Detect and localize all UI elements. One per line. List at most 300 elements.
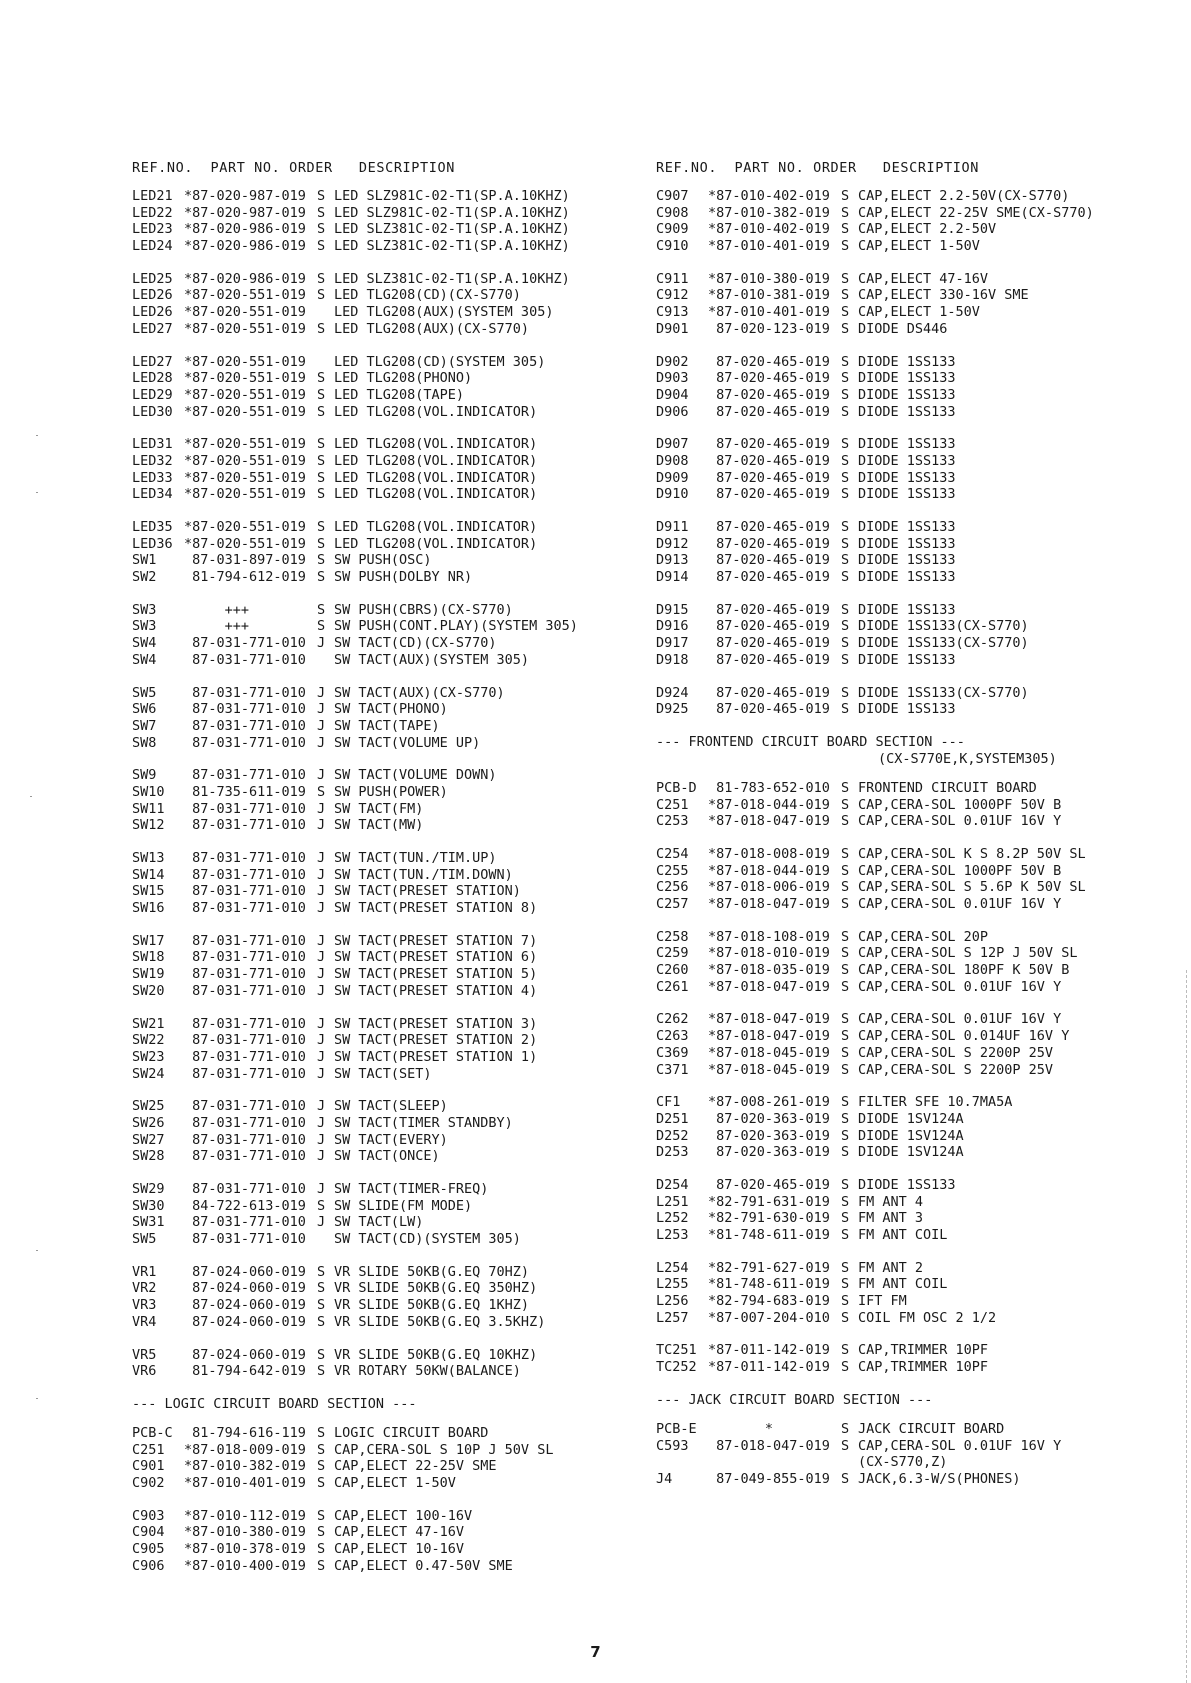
description: SW TACT(TUN./TIM.DOWN) xyxy=(334,866,513,883)
order-code: J xyxy=(317,1148,326,1165)
order-code: S xyxy=(317,320,326,337)
order-code: S xyxy=(317,1474,326,1491)
part-no: 87-020-465-019 xyxy=(708,436,830,453)
parts-row xyxy=(132,1231,652,1248)
description: (CX-S770,Z) xyxy=(858,1454,948,1471)
ref-no: C261 xyxy=(656,978,689,995)
part-no: *87-020-551-019 xyxy=(184,519,306,535)
ref-no: D911 xyxy=(656,519,689,535)
parts-row xyxy=(656,1260,1176,1277)
part-no: 87-031-771-010 xyxy=(184,1032,306,1049)
order-code: S xyxy=(841,1044,850,1061)
part-no: * xyxy=(708,1420,774,1437)
description: DIODE 1SS133 xyxy=(858,486,956,503)
ref-no: SW11 xyxy=(132,800,165,817)
description: SW PUSH(POWER) xyxy=(334,783,448,800)
parts-row xyxy=(656,354,1176,371)
parts-row xyxy=(656,486,1176,503)
order-code: S xyxy=(841,1011,850,1028)
ref-no: SW10 xyxy=(132,783,165,800)
parts-group xyxy=(656,188,1176,255)
part-no: *87-018-006-019 xyxy=(708,879,830,896)
parts-group xyxy=(132,354,652,421)
parts-row xyxy=(656,271,1176,288)
order-code: S xyxy=(841,1342,850,1359)
ref-no: SW3 xyxy=(132,618,157,635)
parts-row xyxy=(656,536,1176,553)
parts-row xyxy=(132,221,652,238)
order-code: S xyxy=(841,1094,850,1111)
part-no: +++ xyxy=(184,601,250,618)
ref-no: C911 xyxy=(656,270,689,287)
part-no: 87-031-771-010 xyxy=(184,800,306,817)
parts-row xyxy=(656,404,1176,421)
order-code: S xyxy=(317,1263,326,1280)
parts-group xyxy=(656,1342,1176,1375)
ref-no: C371 xyxy=(656,1061,689,1078)
part-no: 87-031-771-010 xyxy=(184,982,306,999)
order-code: S xyxy=(841,1144,850,1161)
ref-no: D906 xyxy=(656,403,689,420)
parts-row xyxy=(656,221,1176,238)
part-no: 87-031-771-010 xyxy=(184,1114,306,1131)
part-no: *87-020-551-019 xyxy=(184,452,306,469)
parts-row xyxy=(656,470,1176,487)
scan-speck xyxy=(36,435,38,436)
ref-no: C251 xyxy=(132,1441,165,1458)
parts-row xyxy=(656,602,1176,619)
order-code: S xyxy=(841,1259,850,1276)
board-section xyxy=(132,1396,652,1575)
order-code: S xyxy=(317,601,326,618)
parts-group xyxy=(656,1421,1176,1488)
parts-row xyxy=(132,635,652,652)
part-no: 87-020-465-019 xyxy=(708,535,830,552)
part-no: 87-031-771-010 xyxy=(184,1065,306,1082)
parts-group xyxy=(132,436,652,503)
ref-no: C258 xyxy=(656,928,689,945)
parts-group xyxy=(132,519,652,586)
part-no: 87-031-771-010 xyxy=(184,949,306,966)
description: DIODE 1SS133(CX-S770) xyxy=(858,618,1029,635)
ref-no: C904 xyxy=(132,1524,165,1541)
part-no: *87-020-551-019 xyxy=(184,320,306,337)
order-code: S xyxy=(841,386,850,403)
parts-row xyxy=(132,867,652,884)
part-no: *87-008-261-019 xyxy=(708,1094,830,1111)
order-code: S xyxy=(841,569,850,586)
order-code: J xyxy=(317,800,326,817)
ref-no: VR6 xyxy=(132,1363,157,1380)
ref-no: LED31 xyxy=(132,436,173,453)
order-code: J xyxy=(317,850,326,866)
order-code: S xyxy=(317,1197,326,1214)
description: LED TLG208(AUX)(SYSTEM 305) xyxy=(334,304,554,321)
description: SW PUSH(OSC) xyxy=(334,552,432,569)
order-code: J xyxy=(317,817,326,834)
part-no: *87-018-047-019 xyxy=(708,978,830,995)
description: SW TACT(PRESET STATION 5) xyxy=(334,966,538,983)
order-code: S xyxy=(841,684,850,701)
parts-row xyxy=(132,1347,652,1364)
part-no: *81-748-611-019 xyxy=(708,1276,830,1293)
parts-group xyxy=(656,1094,1176,1161)
parts-row xyxy=(132,1115,652,1132)
ref-no: L255 xyxy=(656,1276,689,1293)
ref-no: SW3 xyxy=(132,601,157,618)
order-code: S xyxy=(841,469,850,486)
ref-no: VR3 xyxy=(132,1297,157,1314)
parts-row xyxy=(132,1475,652,1492)
part-no: *87-018-047-019 xyxy=(708,1028,830,1045)
section-title: --- LOGIC CIRCUIT BOARD SECTION --- xyxy=(132,1395,417,1412)
part-no: 87-031-771-010 xyxy=(184,1048,306,1065)
part-no: 87-020-123-019 xyxy=(708,320,830,337)
ref-no: SW22 xyxy=(132,1032,165,1049)
part-no: *87-010-380-019 xyxy=(708,270,830,287)
description: SW TACT(PRESET STATION) xyxy=(334,883,521,900)
part-no: 87-031-771-010 xyxy=(184,900,306,917)
order-code: S xyxy=(317,519,326,535)
order-code: S xyxy=(841,436,850,453)
parts-row xyxy=(132,784,652,801)
ref-no: C253 xyxy=(656,813,689,830)
ref-no: D912 xyxy=(656,535,689,552)
description: SW TACT(EVERY) xyxy=(334,1131,448,1148)
parts-row xyxy=(656,701,1176,718)
part-no: *87-010-401-019 xyxy=(708,304,830,321)
ref-no: SW7 xyxy=(132,717,157,734)
part-no: 87-031-771-010 xyxy=(184,1015,306,1032)
description: SW TACT(PRESET STATION 4) xyxy=(334,982,538,999)
ref-no: D915 xyxy=(656,601,689,618)
order-code: S xyxy=(317,1524,326,1541)
ref-no: SW4 xyxy=(132,651,157,668)
parts-row xyxy=(656,635,1176,652)
description: SW TACT(TIMER-FREQ) xyxy=(334,1181,489,1197)
parts-row xyxy=(132,1148,652,1165)
part-no: *87-018-044-019 xyxy=(708,862,830,879)
ref-no: SW2 xyxy=(132,569,157,586)
description: FM ANT 4 xyxy=(858,1193,924,1210)
parts-row xyxy=(132,1198,652,1215)
description: FRONTEND CIRCUIT BOARD xyxy=(858,779,1037,796)
order-code: S xyxy=(317,386,326,403)
order-code: S xyxy=(317,403,326,420)
parts-group xyxy=(132,933,652,1000)
description: DIODE DS446 xyxy=(858,320,948,337)
part-no: *87-020-986-019 xyxy=(184,270,306,287)
order-code: S xyxy=(841,1420,850,1437)
part-no: 87-020-465-019 xyxy=(708,486,830,503)
description: LED TLG208(CD)(SYSTEM 305) xyxy=(334,353,546,370)
description: SW TACT(SET) xyxy=(334,1065,432,1082)
parts-row xyxy=(656,1011,1176,1028)
parts-row xyxy=(656,879,1176,896)
order-code: S xyxy=(317,486,326,503)
parts-row xyxy=(132,1442,652,1459)
description: VR SLIDE 50KB(G.EQ 3.5KHZ) xyxy=(334,1313,546,1330)
part-no: 87-024-060-019 xyxy=(184,1346,306,1363)
ref-no: TC251 xyxy=(656,1342,697,1359)
part-no: 87-024-060-019 xyxy=(184,1280,306,1297)
part-no: 87-020-465-019 xyxy=(708,1176,830,1193)
parts-row xyxy=(132,1508,652,1525)
ref-no: D909 xyxy=(656,469,689,486)
ref-no: LED26 xyxy=(132,304,173,321)
part-no: *87-010-402-019 xyxy=(708,221,830,238)
order-code: J xyxy=(317,949,326,966)
order-code: S xyxy=(841,651,850,668)
order-code: S xyxy=(841,1359,850,1376)
order-code: S xyxy=(841,188,850,204)
order-code: S xyxy=(841,452,850,469)
part-no: 87-031-771-010 xyxy=(184,701,306,718)
part-no: *87-020-551-019 xyxy=(184,304,306,321)
parts-row xyxy=(132,287,652,304)
part-no: 87-031-771-010 xyxy=(184,651,306,668)
description: LED TLG208(TAPE) xyxy=(334,386,465,403)
ref-no: C902 xyxy=(132,1474,165,1491)
part-no: *87-020-987-019 xyxy=(184,204,306,221)
parts-row xyxy=(656,321,1176,338)
description: CAP,CERA-SOL S 10P J 50V SL xyxy=(334,1441,554,1458)
ref-no: LED24 xyxy=(132,238,173,255)
parts-row xyxy=(656,962,1176,979)
ref-no: LED23 xyxy=(132,221,173,238)
ref-no: D904 xyxy=(656,386,689,403)
ref-no: SW16 xyxy=(132,900,165,917)
parts-group xyxy=(132,271,652,338)
order-code: S xyxy=(841,1061,850,1078)
description: SW TACT(PRESET STATION 1) xyxy=(334,1048,538,1065)
order-code: S xyxy=(841,962,850,979)
description: DIODE 1SV124A xyxy=(858,1127,964,1144)
order-code: J xyxy=(317,717,326,734)
part-no: 87-031-771-010 xyxy=(184,850,306,866)
description: DIODE 1SS133 xyxy=(858,386,956,403)
order-code: S xyxy=(317,783,326,800)
description: CAP,ELECT 10-16V xyxy=(334,1541,465,1557)
description: SW PUSH(CBRS)(CX-S770) xyxy=(334,601,513,618)
part-no: *82-791-631-019 xyxy=(708,1193,830,1210)
order-code: J xyxy=(317,1181,326,1197)
part-no: *87-010-380-019 xyxy=(184,1524,306,1541)
parts-row xyxy=(132,205,652,222)
parts-group xyxy=(132,850,652,917)
description: CAP,ELECT 100-16V xyxy=(334,1507,473,1524)
part-no: *87-010-112-019 xyxy=(184,1507,306,1524)
ref-no: D914 xyxy=(656,569,689,586)
ref-no: SW20 xyxy=(132,982,165,999)
part-no: *87-020-551-019 xyxy=(184,287,306,304)
order-code: J xyxy=(317,883,326,900)
parts-row xyxy=(656,1045,1176,1062)
description: FM ANT 2 xyxy=(858,1259,924,1276)
ref-no: D916 xyxy=(656,618,689,635)
parts-group xyxy=(656,519,1176,586)
order-code: S xyxy=(841,1176,850,1193)
parts-row xyxy=(132,801,652,818)
order-code: S xyxy=(841,779,850,796)
parts-group xyxy=(656,780,1176,830)
description: CAP,CERA-SOL S 2200P 25V xyxy=(858,1061,1054,1078)
description: CAP,ELECT 47-16V xyxy=(334,1524,465,1541)
parts-row xyxy=(656,1128,1176,1145)
order-code: S xyxy=(317,1313,326,1330)
description: SW TACT(PRESET STATION 3) xyxy=(334,1015,538,1032)
ref-no: SW28 xyxy=(132,1148,165,1165)
order-code: S xyxy=(317,221,326,238)
order-code: J xyxy=(317,1114,326,1131)
part-no: 87-020-465-019 xyxy=(708,519,830,535)
part-no: *87-018-044-019 xyxy=(708,796,830,813)
parts-row xyxy=(656,205,1176,222)
description: IFT FM xyxy=(858,1293,907,1310)
order-code: S xyxy=(841,535,850,552)
order-code: S xyxy=(841,1437,850,1454)
parts-row xyxy=(132,1032,652,1049)
description: SW PUSH(CONT.PLAY)(SYSTEM 305) xyxy=(334,618,578,635)
ref-no: VR5 xyxy=(132,1346,157,1363)
description: LED SLZ981C-02-T1(SP.A.10KHZ) xyxy=(334,188,570,204)
ref-no: D253 xyxy=(656,1144,689,1161)
ref-no: SW18 xyxy=(132,949,165,966)
order-code: J xyxy=(317,635,326,652)
parts-group xyxy=(656,1011,1176,1078)
description: CAP,ELECT 22-25V SME xyxy=(334,1458,497,1475)
parts-group xyxy=(132,1098,652,1165)
parts-row xyxy=(656,1359,1176,1376)
order-code: S xyxy=(841,1276,850,1293)
description: SW TACT(PRESET STATION 2) xyxy=(334,1032,538,1049)
parts-group xyxy=(132,1508,652,1575)
part-no: 87-020-465-019 xyxy=(708,403,830,420)
part-no: *87-018-108-019 xyxy=(708,928,830,945)
description: CAP,CERA-SOL K S 8.2P 50V SL xyxy=(858,845,1086,862)
part-no: 87-031-897-019 xyxy=(184,552,306,569)
description: DIODE 1SV124A xyxy=(858,1144,964,1161)
scan-speck xyxy=(36,1250,38,1251)
parts-row xyxy=(132,304,652,321)
order-code: S xyxy=(317,618,326,635)
ref-no: D908 xyxy=(656,452,689,469)
part-no: 81-794-616-119 xyxy=(184,1424,306,1441)
parts-row xyxy=(656,929,1176,946)
order-code: S xyxy=(841,845,850,862)
parts-row xyxy=(132,618,652,635)
description: CAP,ELECT 1-50V xyxy=(858,304,980,321)
part-no: *82-791-627-019 xyxy=(708,1259,830,1276)
order-code: S xyxy=(841,945,850,962)
description: CAP,CERA-SOL 0.01UF 16V Y xyxy=(858,978,1062,995)
ref-no: C907 xyxy=(656,188,689,204)
parts-row xyxy=(132,552,652,569)
order-code: S xyxy=(841,287,850,304)
ref-no: C910 xyxy=(656,238,689,255)
description: VR SLIDE 50KB(G.EQ 350HZ) xyxy=(334,1280,538,1297)
order-code: S xyxy=(317,1541,326,1557)
ref-no: D252 xyxy=(656,1127,689,1144)
parts-row xyxy=(656,287,1176,304)
parts-group xyxy=(656,929,1176,996)
parts-row xyxy=(656,1276,1176,1293)
parts-row xyxy=(132,370,652,387)
ref-no: LED27 xyxy=(132,320,173,337)
description: DIODE 1SS133 xyxy=(858,353,956,370)
order-code: S xyxy=(317,370,326,387)
description: DIODE 1SV124A xyxy=(858,1110,964,1127)
order-code: S xyxy=(317,204,326,221)
parts-row xyxy=(656,370,1176,387)
ref-no: C256 xyxy=(656,879,689,896)
part-no: 87-020-465-019 xyxy=(708,618,830,635)
part-no: *87-010-401-019 xyxy=(184,1474,306,1491)
order-code: S xyxy=(317,1507,326,1524)
part-no: *87-018-045-019 xyxy=(708,1044,830,1061)
parts-row xyxy=(132,321,652,338)
ref-no: LED25 xyxy=(132,270,173,287)
parts-row xyxy=(132,387,652,404)
ref-no: D917 xyxy=(656,635,689,652)
parts-group xyxy=(656,271,1176,338)
part-no: *87-020-551-019 xyxy=(184,353,306,370)
description: DIODE 1SS133 xyxy=(858,1176,956,1193)
order-code: S xyxy=(317,1363,326,1380)
ref-no: D254 xyxy=(656,1176,689,1193)
description: SW TACT(TUN./TIM.UP) xyxy=(334,850,497,866)
part-no: *87-018-047-019 xyxy=(708,896,830,912)
parts-row xyxy=(132,1363,652,1380)
description: DIODE 1SS133 xyxy=(858,403,956,420)
left-parts-list xyxy=(132,188,652,1380)
part-no: *87-010-381-019 xyxy=(708,287,830,304)
description: LED TLG208(PHONO) xyxy=(334,370,473,387)
ref-no: D251 xyxy=(656,1110,689,1127)
parts-row xyxy=(656,519,1176,536)
parts-row xyxy=(132,718,652,735)
description: FM ANT COIL xyxy=(858,1227,948,1243)
ref-no: SW4 xyxy=(132,635,157,652)
part-no: *87-020-986-019 xyxy=(184,238,306,255)
ref-no: C906 xyxy=(132,1557,165,1574)
part-no: 87-031-771-010 xyxy=(184,866,306,883)
part-no: 87-049-855-019 xyxy=(708,1470,830,1487)
description: DIODE 1SS133(CX-S770) xyxy=(858,635,1029,652)
parts-row xyxy=(656,304,1176,321)
scan-speck xyxy=(36,1398,38,1399)
ref-no: C901 xyxy=(132,1458,165,1475)
scan-speck xyxy=(30,796,32,797)
order-code: S xyxy=(317,287,326,304)
ref-no: SW31 xyxy=(132,1214,165,1231)
ref-no: CF1 xyxy=(656,1094,681,1111)
order-code: S xyxy=(841,320,850,337)
order-code: J xyxy=(317,1131,326,1148)
order-code: S xyxy=(841,1293,850,1310)
parts-row xyxy=(656,797,1176,814)
order-code: S xyxy=(841,304,850,321)
part-no: *87-018-009-019 xyxy=(184,1441,306,1458)
ref-no: SW8 xyxy=(132,734,157,751)
description: VR SLIDE 50KB(G.EQ 10KHZ) xyxy=(334,1346,538,1363)
ref-no: LED35 xyxy=(132,519,173,535)
ref-no: C908 xyxy=(656,204,689,221)
parts-group xyxy=(656,354,1176,421)
order-code: S xyxy=(841,552,850,569)
ref-no: SW1 xyxy=(132,552,157,569)
parts-row xyxy=(132,900,652,917)
